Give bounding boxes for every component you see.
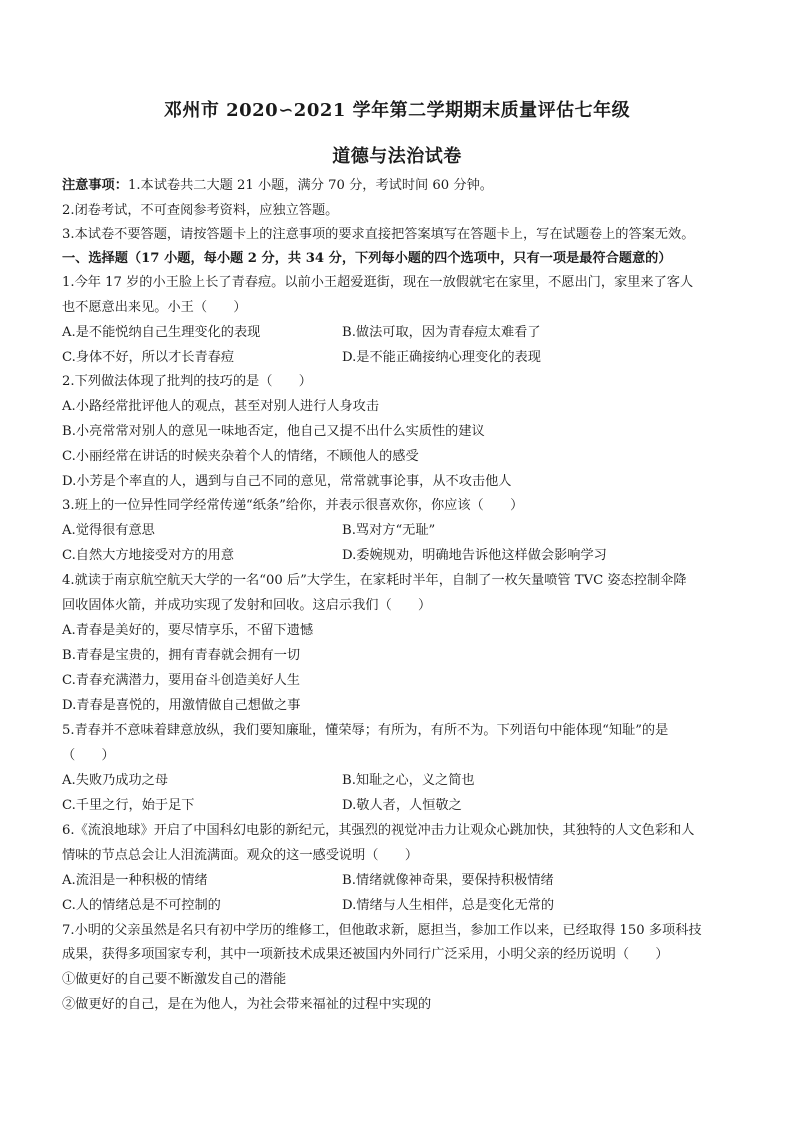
q3-option-c: C.自然大方地接受对方的用意 [62,548,235,563]
q6-option-c: C.人的情绪总是不可控制的 [62,898,221,913]
q3-stem: 3.班上的一位异性同学经常传递“纸条”给你，并表示很喜欢你，你应该（ ） [62,498,524,513]
q4-option-d: D.青春是喜悦的，用激情做自己想做之事 [62,698,301,713]
exam-subtitle: 道德与法治试卷 [332,146,462,167]
q1-stem-line-2: 也不愿意出来见。小王（ ） [62,300,247,315]
q5-option-a: A.失败乃成功之母 [62,773,169,788]
q6-option-d: D.情绪与人生相伴，总是变化无常的 [342,898,555,913]
q7-stem-line-2: 成果，获得多项国家专利，其中一项新技术成果还被国内外同行广泛采用，小明父亲的经历说明（ ） [62,947,669,962]
q7-stem-line-1: 7.小明的父亲虽然是名只有初中学历的维修工，但他敢求新，愿担当，参加工作以来，已经取得 150 多项科技 [62,923,702,938]
q1-option-c: C.身体不好，所以才长青春痘 [62,350,235,365]
section-heading: 一、选择题（17 小题，每小题 2 分，共 34 分，下列每小题的四个选项中，只有一项是最符合题意的） [62,251,672,266]
note-1: 1.本试卷共二大题 21 小题，满分 70 分，考试时间 60 分钟。 [127,178,493,193]
q1-stem-line-1: 1.今年 17 岁的小王脸上长了青春痘。以前小王超爱逛街，现在一放假就宅在家里，不愿出门，家里来了客人 [62,275,694,290]
q7-statement-1: ①做更好的自己要不断激发自己的潜能 [62,972,287,987]
q4-option-a: A.青春是美好的，要尽情享乐，不留下遗憾 [62,623,314,638]
q5-option-b: B.知耻之心，义之简也 [342,773,475,788]
q4-option-c: C.青春充满潜力，要用奋斗创造美好人生 [62,673,300,688]
q6-option-b: B.情绪就像神奇果，要保持积极情绪 [342,873,554,888]
note-2: 2.闭卷考试，不可查阅参考资料，应独立答题。 [62,203,339,218]
q2-option-b: B.小亮常常对别人的意见一味地否定，他自己又提不出什么实质性的建议 [62,424,485,439]
q1-option-a: A.是不能悦纳自己生理变化的表现 [62,325,261,340]
q4-stem-line-2: 回收固体火箭，并成功实现了发射和回收。这启示我们（ ） [62,598,432,613]
exam-title: 邓州市 2020∽2021 学年第二学期期末质量评估七年级 [163,100,631,121]
q5-stem-line-1: 5.青春并不意味着肆意放纵，我们要知廉耻，懂荣辱；有所为，有所不为。下列语句中能体现“知耻”的是 [62,723,669,738]
q2-option-d: D.小芳是个率直的人，遇到与自己不同的意见，常常就事论事，从不攻击他人 [62,474,512,489]
q1-option-d: D.是不能正确接纳心理变化的表现 [342,350,541,365]
q2-option-a: A.小路经常批评他人的观点，甚至对别人进行人身攻击 [62,399,380,414]
q4-option-b: B.青春是宝贵的，拥有青春就会拥有一切 [62,648,301,663]
q2-stem: 2.下列做法体现了批判的技巧的是（ ） [62,374,312,389]
q5-stem-line-2: （ ） [62,748,115,763]
q6-stem-line-1: 6.《流浪地球》开启了中国科幻电影的新纪元，其强烈的视觉冲击力让观众心跳加快，其独特的人文色彩和人 [62,823,695,838]
notes-label: 注意事项： [62,178,128,193]
notes-line-1 [62,177,493,195]
q3-option-d: D.委婉规劝，明确地告诉他这样做会影响学习 [342,548,607,563]
q2-option-c: C.小丽经常在讲话的时候夹杂着个人的情绪，不顾他人的感受 [62,449,419,464]
q6-option-a: A.流泪是一种积极的情绪 [62,873,208,888]
q5-option-d: D.敬人者，人恒敬之 [342,798,462,813]
q5-option-c: C.千里之行，始于足下 [62,798,195,813]
q4-stem-line-1: 4.就读于南京航空航天大学的一名“00 后”大学生，在家耗时半年，自制了一枚矢量喷管 TVC 姿态控制伞降 [62,573,687,588]
q6-stem-line-2: 情味的节点总会让人泪流满面。观众的这一感受说明（ ） [62,848,419,863]
q1-option-b: B.做法可取，因为青春痘太难看了 [342,325,541,340]
q3-option-b: B.骂对方“无耻” [342,523,436,538]
note-3: 3.本试卷不要答题，请按答题卡上的注意事项的要求直接把答案填写在答题卡上，写在试题卷上的答案无效。 [62,227,695,242]
q3-option-a: A.觉得很有意思 [62,523,155,538]
q7-statement-2: ②做更好的自己，是在为他人，为社会带来福祉的过程中实现的 [62,997,432,1012]
